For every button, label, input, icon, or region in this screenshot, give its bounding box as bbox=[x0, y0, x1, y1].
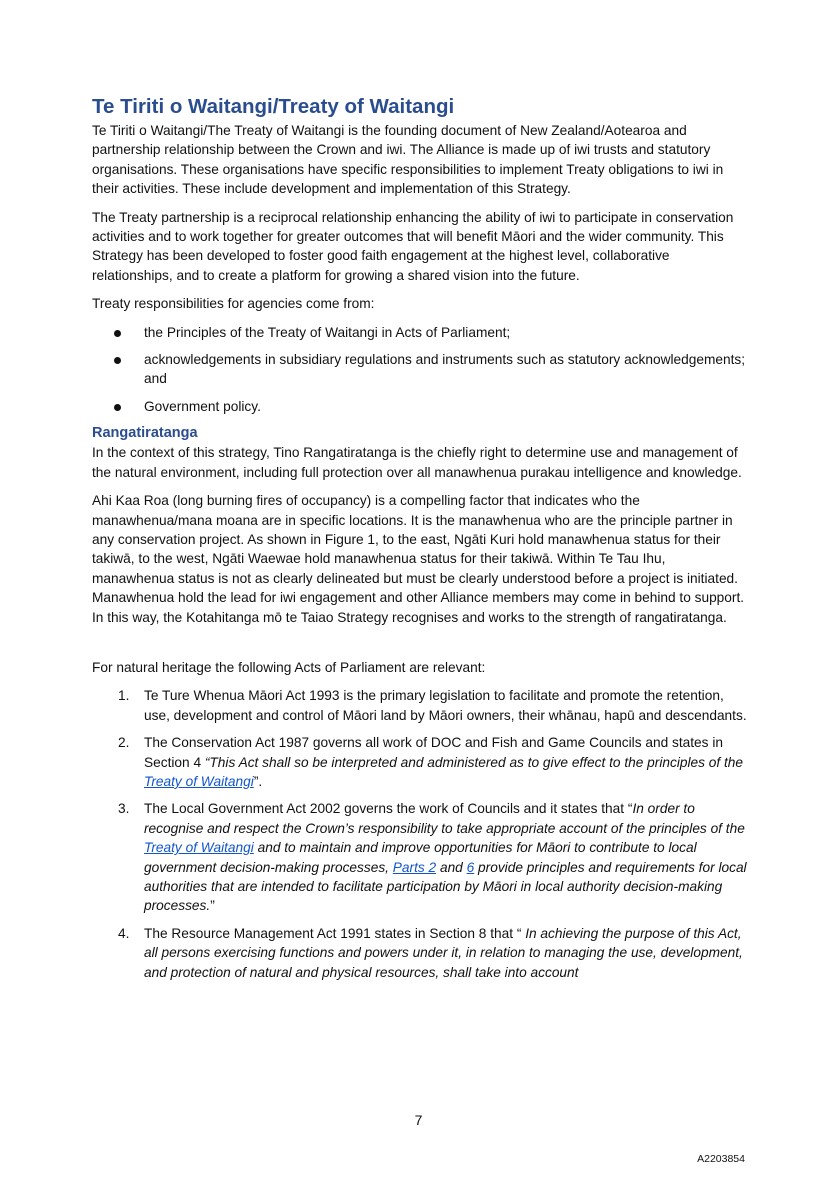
part-6-link[interactable]: 6 bbox=[466, 859, 475, 875]
list-item: acknowledgements in subsidiary regulations and instruments such as statutory acknowledgements; and bbox=[92, 350, 747, 389]
treaty-link[interactable]: Treaty of Waitangi bbox=[144, 773, 254, 789]
responsibilities-intro: Treaty responsibilities for agencies come from: bbox=[92, 296, 375, 312]
page-number: 7 bbox=[414, 1112, 423, 1128]
document-body bbox=[92, 94, 747, 990]
parts-2-link[interactable]: Parts 2 bbox=[392, 859, 437, 875]
list-item: Government policy. bbox=[92, 397, 747, 416]
page-heading: Te Tiriti o Waitangi/Treaty of Waitangi bbox=[92, 95, 455, 118]
acts-list bbox=[92, 686, 747, 982]
acts-intro: For natural heritage the following Acts of Parliament are relevant: bbox=[92, 659, 486, 675]
responsibilities-list bbox=[92, 323, 747, 417]
list-item: the Principles of the Treaty of Waitangi in Acts of Parliament; bbox=[92, 323, 747, 342]
section-heading-rangatiratanga: Rangatiratanga bbox=[92, 425, 198, 442]
bullet-icon bbox=[114, 357, 121, 364]
intro-paragraph-1: Te Tiriti o Waitangi/The Treaty of Waitangi is the founding document of New Zealand/Aotearoa and partnership relationship between the Crown and iwi. The Alliance is made up of iwi trusts and statutory organisations. These organisations have specific responsibilities to implement Treaty obligations to iwi in their activities. These include development and implementation of this Strategy. bbox=[92, 123, 724, 197]
list-item: 2. The Conservation Act 1987 governs all work of DOC and Fish and Game Councils and states in Section 4 “This Act shall so be interpreted and administered as to give effect to the principles of the Treaty of Waitangi”. bbox=[118, 735, 744, 789]
rangatiratanga-paragraph-2: Ahi Kaa Roa (long burning fires of occupancy) is a compelling factor that indicates who the manawhenua/mana moana are in specific locations. It is the manawhenua who are the principle partner in any conservation project. As shown in Figure 1, to the east, Ngāti Kuri hold manawhenua status for their takiwā, to the west, Ngāti Waewae hold manawhenua status for their takiwā. Within Te Tau Ihu, manawhenua status is not as clearly delineated but must be clearly understood before a project is initiated. Manawhenua hold the lead for iwi engagement and other Alliance members may come in behind to support. In this way, the Kotahitanga mō te Taiao Strategy recognises and works to the strength of rangatiratanga. bbox=[92, 493, 745, 625]
treaty-link[interactable]: Treaty of Waitangi bbox=[144, 840, 254, 856]
bullet-icon bbox=[114, 330, 121, 337]
rangatiratanga-paragraph-1: In the context of this strategy, Tino Rangatiratanga is the chiefly right to determine use and management of the natural environment, including full protection over all manawhenua purakau intelligence and knowledge. bbox=[92, 445, 742, 480]
intro-paragraph-2: The Treaty partnership is a reciprocal relationship enhancing the ability of iwi to participate in conservation activities and to work together for greater outcomes that will benefit Māori and the wider community. This Strategy has been developed to foster good faith engagement at the highest level, collaborative relationships, and to create a platform for growing a shared vision into the future. bbox=[92, 209, 734, 283]
list-item: 3. The Local Government Act 2002 governs the work of Councils and it states that “In order to recognise and respect the Crown’s responsibility to take appropriate account of the principles of the Treaty of Waitangi and to maintain and improve opportunities for Māori to contribute to local government decision-making processes, Parts 2 and 6 provide principles and requirements for local authorities that are intended to facilitate participation by Māori in local authority decision-making processes.” bbox=[118, 801, 747, 914]
list-item: 4. The Resource Management Act 1991 states in Section 8 that “ In achieving the purpose of this Act, all persons exercising functions and powers under it, in relation to managing the use, development, and protection of natural and physical resources, shall take into account bbox=[118, 925, 743, 980]
bullet-icon bbox=[114, 404, 121, 411]
list-item: 1. Te Ture Whenua Māori Act 1993 is the primary legislation to facilitate and promote the retention, use, development and control of Māori land by Māori owners, their whānau, hapū and descendants. bbox=[118, 688, 747, 723]
document-id: A2203854 bbox=[697, 1153, 745, 1165]
